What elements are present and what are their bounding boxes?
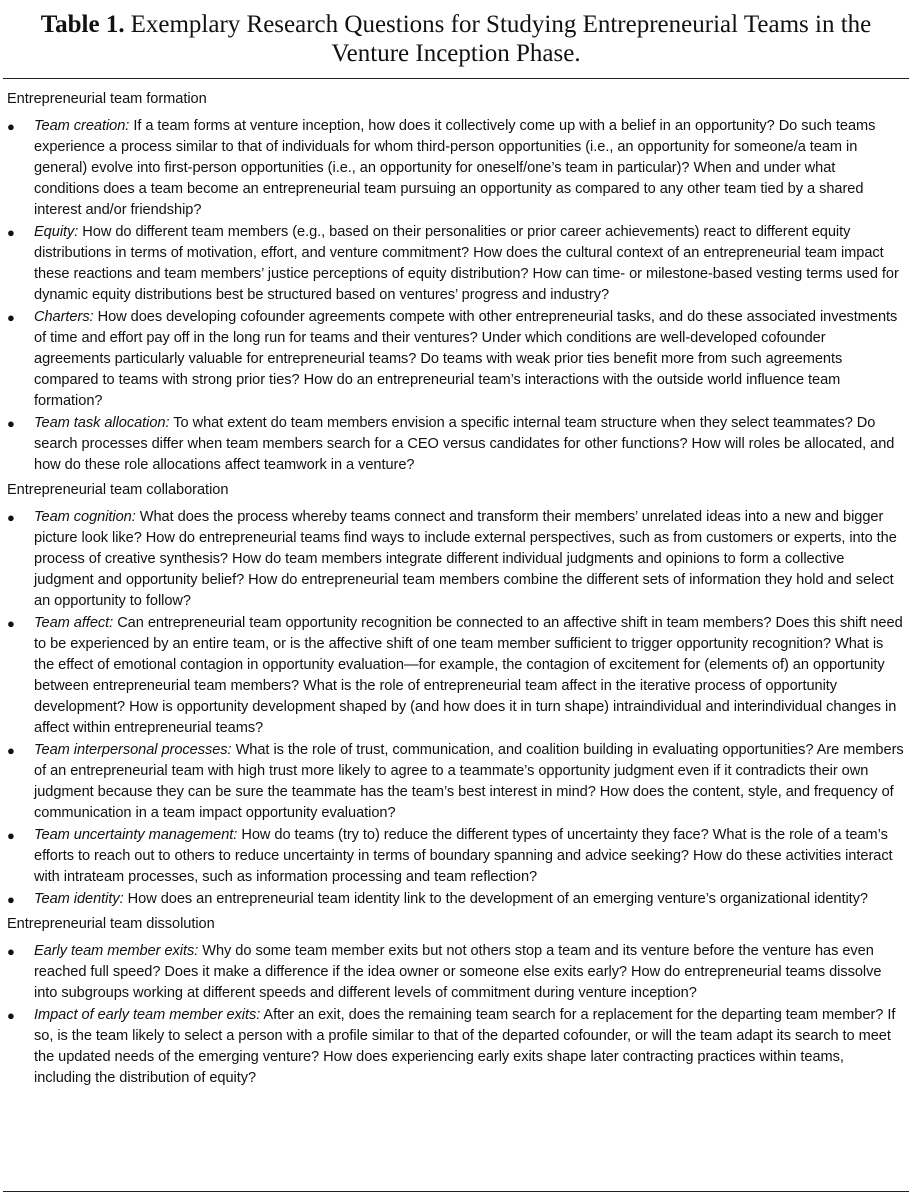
list-item <box>7 825 904 888</box>
list-item <box>7 889 904 910</box>
table-body <box>7 89 904 1090</box>
table-label: Table 1. <box>40 11 125 38</box>
bullet-icon: ● <box>7 1008 15 1023</box>
bullet-icon: ● <box>7 743 15 758</box>
list-item <box>7 613 904 739</box>
item-topic: Early team member exits: <box>34 943 199 959</box>
list-item <box>7 941 904 1004</box>
item-text: If a team forms at venture inception, how does it collectively come up with a belief in an opportunity? Do such teams experience a process similar to that of individuals for whom third-person opportunities (i.e., an opportunity for someone/a team in general) evolve into first-person opportunities (i.e., an opportunity for oneself/one’s team in particular)? When and under what conditions does a team become an entrepreneurial team pursuing an opportunity as compared to any other team tied by a shared interest and/or friendship? <box>34 118 876 218</box>
item-topic: Team interpersonal processes: <box>34 742 232 758</box>
item-topic: Team affect: <box>34 615 114 631</box>
item-text: Can entrepreneurial team opportunity recognition be connected to an affective shift in team members? Does this shift need to be experienced by an entire team, or is the affective shift of one team member sufficient to trigger opportunity recognition? What is the effect of emotional contagion in opportunity evaluation—for example, the contagion of excitement for (elements of) an opportunity between entrepreneurial team members? What is the role of entrepreneurial team affect in the iterative process of opportunity development? How is opportunity development shaped by (and how does it in turn shape) intraindividual and interindividual changes in affect within entrepreneurial teams? <box>34 615 903 736</box>
section-heading: Entrepreneurial team collaboration <box>7 482 229 498</box>
question-list <box>7 507 904 910</box>
bullet-icon: ● <box>7 225 15 240</box>
bottom-rule <box>3 1191 909 1192</box>
list-item <box>7 740 904 824</box>
item-text: What is the role of trust, communication, and coalition building in evaluating opportunities? Are members of an entrepreneurial team with high trust more likely to agree to a teammate’s opportunity judgment even if it contradicts their own judgment because they can be sure the teammate has the team’s best interest in mind? How does the content, style, and frequency of communication in a team impact opportunity evaluation? <box>34 742 904 821</box>
bullet-icon: ● <box>7 828 15 843</box>
bullet-icon: ● <box>7 310 15 325</box>
top-rule <box>3 78 909 79</box>
list-item <box>7 116 904 221</box>
bullet-icon: ● <box>7 616 15 631</box>
section-heading: Entrepreneurial team dissolution <box>7 916 215 932</box>
section-formation <box>7 89 904 476</box>
table-title <box>4 10 908 68</box>
item-topic: Team task allocation: <box>34 415 170 431</box>
bullet-icon: ● <box>7 416 15 431</box>
item-topic: Team uncertainty management: <box>34 827 238 843</box>
item-text: How do teams (try to) reduce the different types of uncertainty they face? What is the role of a team’s efforts to reach out to others to reduce uncertainty in terms of boundary spanning and advice seeking? How do these activities interact with intrateam processes, such as information processing and team reflection? <box>34 827 893 885</box>
item-text: How does developing cofounder agreements compete with other entrepreneurial tasks, and do these associated investments of time and effort pay off in the long run for teams and their ventures? Under which conditions are well-developed cofounder agreements particularly valuable for entrepreneurial teams? Do teams with weak prior ties benefit more from such agreements compared to teams with strong prior ties? How do an entrepreneurial team’s interactions with the outside world influence team formation? <box>34 309 898 409</box>
list-item <box>7 222 904 306</box>
item-topic: Charters: <box>34 309 94 325</box>
list-item <box>7 1005 904 1089</box>
bullet-icon: ● <box>7 944 15 959</box>
bullet-icon: ● <box>7 119 15 134</box>
list-item <box>7 507 904 612</box>
bullet-icon: ● <box>7 510 15 525</box>
table-caption: Exemplary Research Questions for Studying Entrepreneurial Teams in the Venture Inception Phase. <box>130 11 872 67</box>
item-text: What does the process whereby teams connect and transform their members’ unrelated ideas into a new and bigger picture look like? How do entrepreneurial teams find ways to include external perspectives, such as from customers or experts, into the process of creative synthesis? How do team members integrate different individual judgments and opinions to form a collective judgment and opportunity belief? How do entrepreneurial team members combine the different sets of information they hold and select an opportunity to follow? <box>34 509 897 609</box>
item-text: How does an entrepreneurial team identity link to the development of an emerging venture’s organizational identity? <box>127 891 868 907</box>
list-item <box>7 307 904 412</box>
item-topic: Impact of early team member exits: <box>34 1007 261 1023</box>
item-topic: Equity: <box>34 224 79 240</box>
list-item <box>7 413 904 476</box>
section-heading: Entrepreneurial team formation <box>7 91 207 107</box>
item-topic: Team creation: <box>34 118 130 134</box>
section-dissolution <box>7 914 904 1089</box>
section-collaboration <box>7 480 904 910</box>
item-text: Why do some team member exits but not others stop a team and its venture before the venture has even reached full speed? Does it make a difference if the idea owner or someone else exits early? How do entrepreneurial teams dissolve into subgroups working at different speeds and different levels of commitment during venture inception? <box>34 943 882 1001</box>
question-list <box>7 941 904 1089</box>
item-text: After an exit, does the remaining team search for a replacement for the departing team member? If so, is the team likely to select a person with a profile similar to that of the departed cofounder, or will the team adapt its search to meet the updated needs of the emerging venture? How does experiencing early exits shape later contracting practices within teams, including the distribution of equity? <box>34 1007 896 1086</box>
item-text: To what extent do team members envision a specific internal team structure when they select teammates? Do search processes differ when team members search for a CEO versus candidates for other functions? How will roles be allocated, and how do these role allocations affect teamwork in a venture? <box>34 415 895 473</box>
bullet-icon: ● <box>7 892 15 907</box>
item-topic: Team cognition: <box>34 509 136 525</box>
item-text: How do different team members (e.g., based on their personalities or prior career achievements) react to different equity distributions in terms of motivation, effort, and venture commitment? How does the cultural context of an entrepreneurial team impact these reactions and team members’ justice perceptions of equity distribution? How can time- or milestone-based vesting terms used for dynamic equity distributions best be structured based on ventures’ progress and industry? <box>34 224 899 303</box>
question-list <box>7 116 904 476</box>
item-topic: Team identity: <box>34 891 124 907</box>
